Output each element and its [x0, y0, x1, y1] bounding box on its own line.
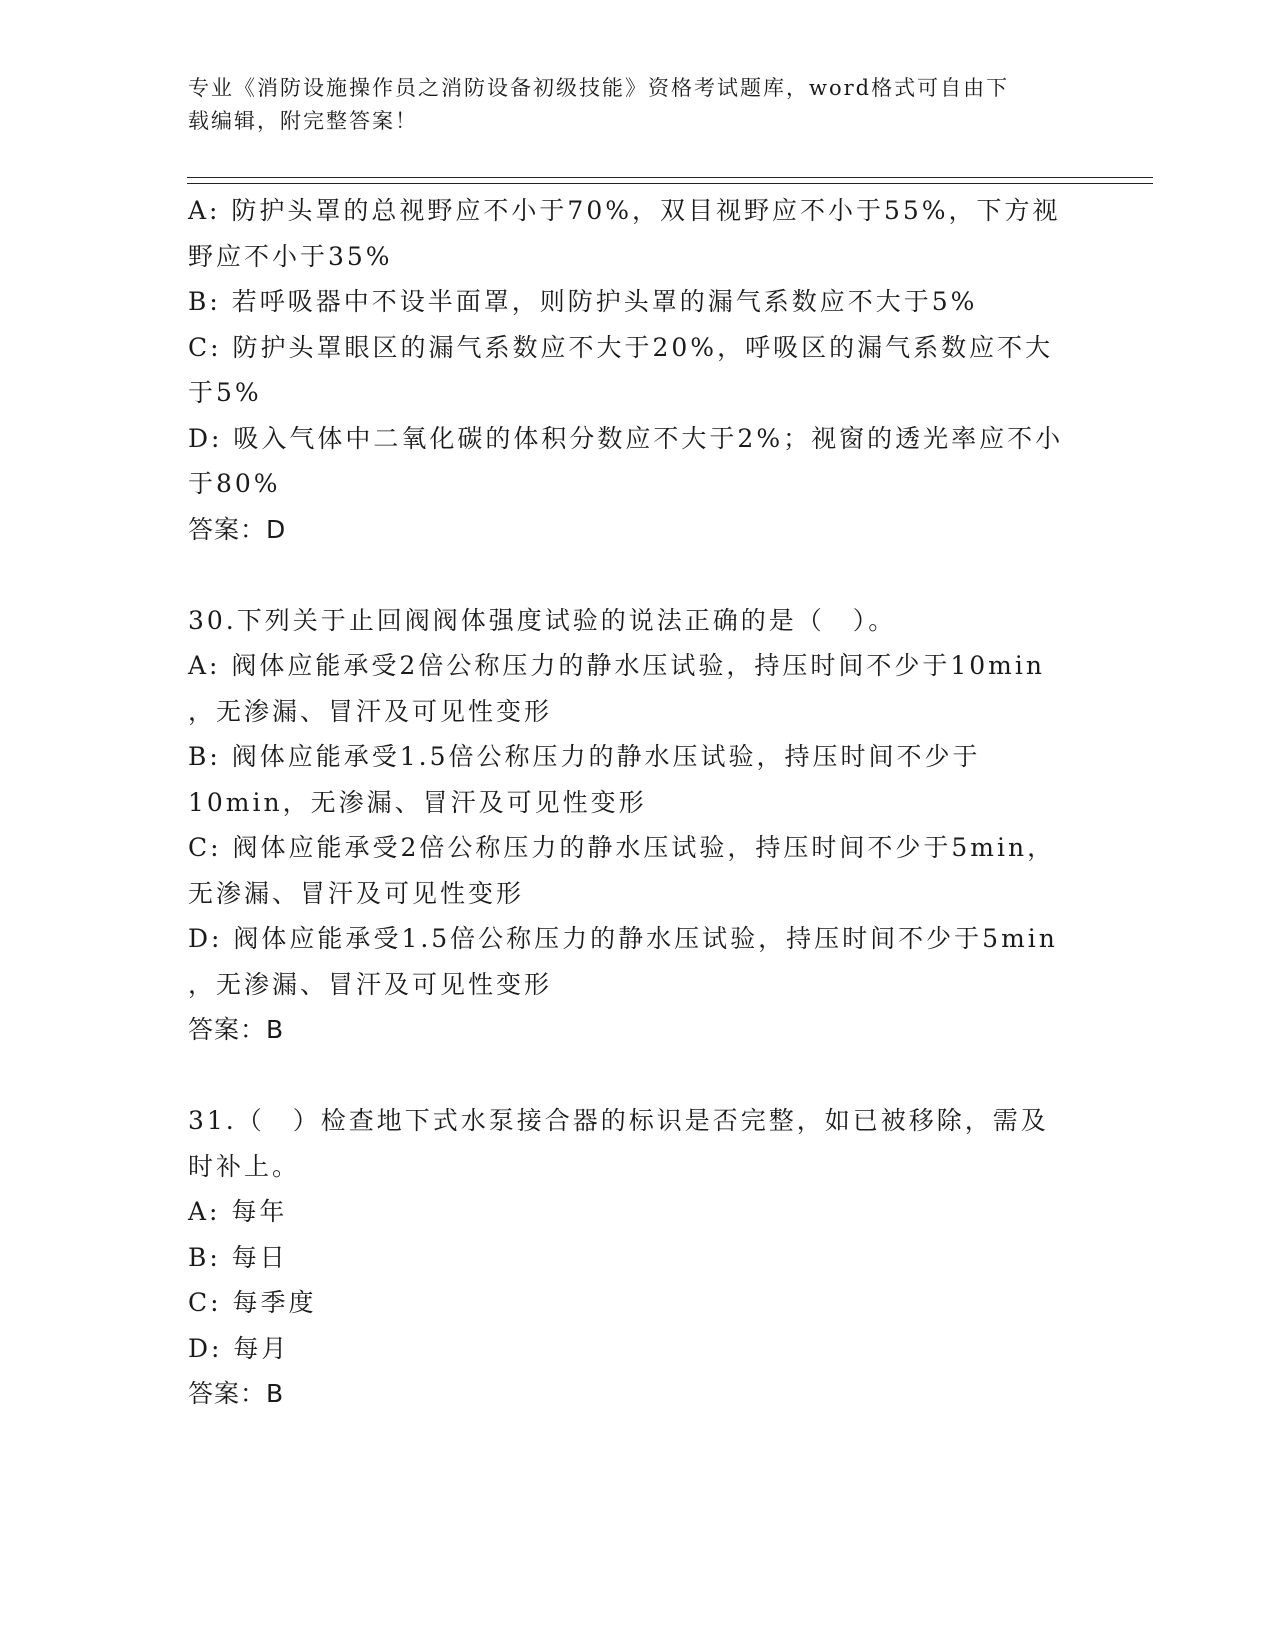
q30-option-c-line-2: 无渗漏、冒汗及可见性变形 [188, 878, 525, 908]
q30-option-c-line-1: C: 阀体应能承受2倍公称压力的静水压试验，持压时间不少于5min， [188, 833, 1056, 862]
q30-question: 30.下列关于止回阀阀体强度试验的说法正确的是（ ）。 [188, 605, 897, 635]
q31-option-b: B: 每日 [188, 1242, 288, 1272]
q29-option-c-line-2: 于5% [188, 378, 262, 407]
header-rule-bottom [187, 183, 1153, 184]
spacer [188, 552, 1088, 598]
question-31 [188, 1098, 1088, 1417]
question-content [188, 188, 1088, 1417]
q29-answer: 答案：D [188, 514, 287, 544]
q30-option-a-line-2: ，无渗漏、冒汗及可见性变形 [188, 696, 553, 726]
q29-option-d-line-1: D: 吸入气体中二氧化碳的体积分数应不大于2%；视窗的透光率应不小 [188, 423, 1064, 453]
header-rule-top [187, 177, 1153, 178]
q30-option-d-line-2: ，无渗漏、冒汗及可见性变形 [188, 969, 553, 999]
q30-option-b-line-2: 10min，无渗漏、冒汗及可见性变形 [188, 787, 647, 817]
spacer [188, 1053, 1088, 1099]
q31-question-line-2: 时补上。 [188, 1151, 301, 1181]
q31-question-line-1: 31.（ ）检查地下式水泵接合器的标识是否完整，如已被移除，需及 [188, 1106, 1049, 1135]
q31-answer: 答案：B [188, 1379, 285, 1408]
q31-option-c: C: 每季度 [188, 1288, 317, 1317]
q30-option-d-line-1: D: 阀体应能承受1.5倍公称压力的静水压试验，持压时间不少于5min [188, 924, 1058, 953]
q29-option-b: B: 若呼吸器中不设半面罩，则防护头罩的漏气系数应不大于5% [188, 287, 978, 316]
q29-option-d-line-2: 于80% [188, 469, 281, 498]
header-line-1: 专业《消防设施操作员之消防设备初级技能》资格考试题库，word格式可自由下 [188, 76, 1010, 100]
q31-option-a: A: 每年 [188, 1197, 288, 1226]
q30-answer: 答案：B [188, 1015, 285, 1044]
q30-option-a-line-1: A: 阀体应能承受2倍公称压力的静水压试验，持压时间不少于10min [188, 651, 1045, 680]
header-line-2: 载编辑，附完整答案！ [188, 109, 418, 133]
q29-option-a-line-2: 野应不小于35% [188, 241, 393, 271]
document-header [188, 72, 1088, 138]
q29-option-a-line-1: A: 防护头罩的总视野应不小于70%，双目视野应不小于55%，下方视 [188, 196, 1061, 225]
q29-option-c-line-1: C: 防护头罩眼区的漏气系数应不大于20%，呼吸区的漏气系数应不大 [188, 332, 1054, 362]
q31-option-d: D: 每月 [188, 1333, 290, 1363]
q30-option-b-line-1: B: 阀体应能承受1.5倍公称压力的静水压试验，持压时间不少于 [188, 742, 981, 771]
question-30 [188, 598, 1088, 1053]
question-29 [188, 188, 1088, 552]
